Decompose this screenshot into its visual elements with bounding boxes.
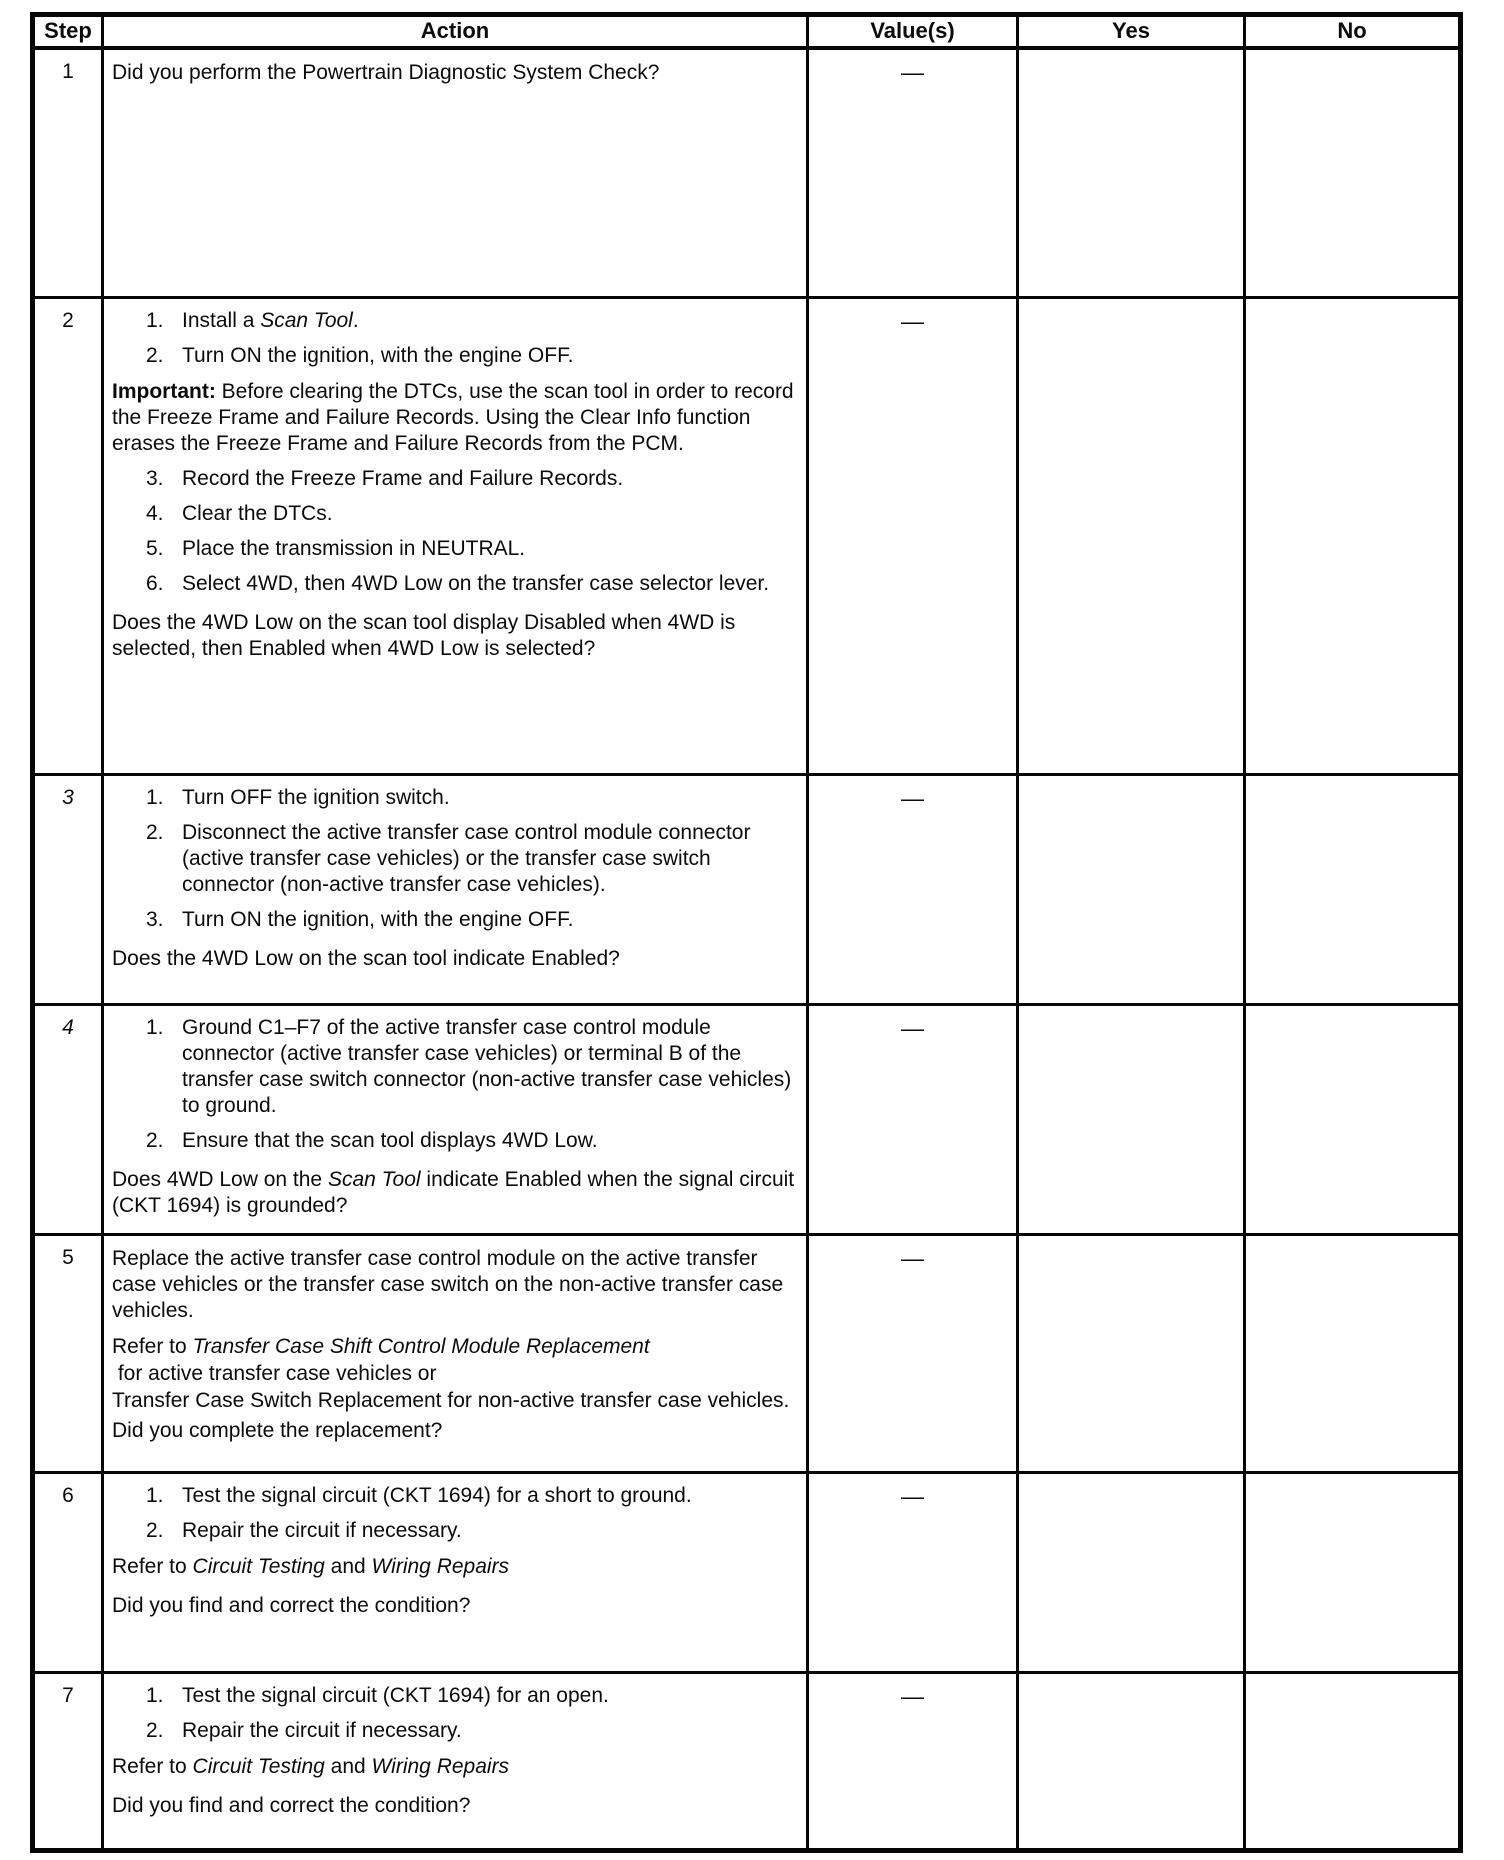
column-header-action: Action [103,15,808,48]
step-cell [33,1673,103,1851]
action-question [112,1793,798,1819]
diagnostic-table [30,12,1463,1853]
step-cell-content [35,299,101,342]
column-header-yes: Yes [1018,15,1245,48]
action-para [112,1754,798,1780]
column-header-no: No [1245,15,1461,48]
value-cell-content [809,50,1016,93]
step-cell-content [35,1006,101,1049]
text-segment: Refer to [112,1555,193,1578]
action-cell [103,298,808,775]
value-cell-content [809,1674,1016,1717]
action-question [112,1593,798,1619]
item-text [182,536,525,562]
step-cell-content [35,1236,101,1279]
column-header-values: Value(s) [808,15,1018,48]
text-segment: Test the signal circuit (CKT 1694) for a short to ground. [182,1484,692,1507]
text-segment: Transfer Case Switch Replacement for non-active transfer case vehicles. [112,1389,790,1412]
item-text [182,907,573,933]
item-number: 3. [146,467,164,490]
action-question [112,1418,798,1444]
action-item [112,1683,798,1709]
action-item [112,1483,798,1509]
action-item [112,1718,798,1744]
table-header [33,15,1461,48]
text-segment: Did you find and correct the condition? [112,1794,471,1817]
step-cell-content [35,1674,101,1717]
value-dash: — [901,308,924,334]
value-dash: — [901,1015,924,1041]
item-number: 5. [146,537,164,560]
item-text [182,1683,609,1709]
item-number: 1. [146,1684,164,1707]
value-cell [808,1005,1018,1235]
action-cell-content [104,50,806,103]
step-cell [33,1473,103,1673]
no-cell [1245,1235,1461,1473]
step-cell [33,1235,103,1473]
text-segment: Turn ON the ignition, with the engine OFF. [182,908,574,931]
action-item [112,1015,798,1119]
value-cell [808,775,1018,1005]
item-number: 4. [146,502,164,525]
action-item [112,343,798,369]
action-cell [103,1005,808,1235]
text-segment: Does 4WD Low on the [112,1168,328,1191]
text-segment: Refer to [112,1755,193,1778]
no-cell [1245,298,1461,775]
item-number: 1. [146,786,164,809]
action-cell [103,1473,808,1673]
no-cell [1245,1673,1461,1851]
table-row [33,1473,1461,1673]
item-text [182,571,769,597]
text-segment: Scan Tool [260,309,353,332]
no-cell [1245,48,1461,298]
action-item [112,466,798,492]
table-row [33,775,1461,1005]
action-question [112,1167,798,1219]
text-segment: Install a [182,309,261,332]
action-para [112,379,798,457]
step-number: 5 [62,1246,74,1269]
item-number: 2. [146,344,164,367]
item-number: 1. [146,1016,164,1039]
text-segment: Refer to [112,1335,193,1358]
text-segment: Turn OFF the ignition switch. [182,786,450,809]
action-item [112,1128,798,1154]
text-segment: Important: [112,380,216,403]
step-cell [33,775,103,1005]
action-cell [103,48,808,298]
text-segment: Repair the circuit if necessary. [182,1719,462,1742]
no-cell [1245,1473,1461,1673]
value-dash: — [901,58,924,85]
text-segment: Repair the circuit if necessary. [182,1519,462,1542]
yes-cell [1018,48,1245,298]
item-text [182,820,798,898]
step-cell [33,48,103,298]
item-text [182,1128,598,1154]
value-dash: — [901,1683,924,1709]
action-item [112,536,798,562]
value-cell [808,1673,1018,1851]
action-item [112,571,798,597]
text-segment: Disconnect the active transfer case control module connector (active transfer case vehicles) or the transfer case switch connector (non-active transfer case vehicles). [182,821,751,896]
action-item [112,820,798,898]
item-number: 6. [146,572,164,595]
value-cell-content [809,1474,1016,1517]
action-item [112,907,798,933]
table-row [33,1673,1461,1851]
step-number: 1 [62,59,74,83]
table-row [33,1235,1461,1473]
item-number: 3. [146,908,164,931]
item-text [182,1518,462,1544]
text-segment: Clear the DTCs. [182,502,333,525]
step-number: 3 [62,786,74,809]
text-segment: Select 4WD, then 4WD Low on the transfer case selector lever. [182,572,770,595]
item-text [182,466,623,492]
value-cell-content [809,776,1016,819]
no-cell [1245,1005,1461,1235]
action-para [112,1361,798,1387]
item-number: 1. [146,309,164,332]
no-cell [1245,775,1461,1005]
column-header-step: Step [33,15,103,48]
value-cell [808,1235,1018,1473]
step-number: 4 [62,1016,74,1039]
action-cell [103,1235,808,1473]
text-segment: Circuit Testing [192,1555,325,1578]
item-text [182,1483,692,1509]
text-segment: Before clearing the DTCs, use the scan tool in order to record the Freeze Frame and Failure Records. Using the Clear Info function erases the Freeze Frame and Failure Records from the PCM. [112,380,794,455]
action-cell-content [104,1236,806,1452]
yes-cell [1018,1235,1245,1473]
action-cell [103,775,808,1005]
action-para [112,1388,798,1414]
value-cell [808,298,1018,775]
item-number: 2. [146,821,164,844]
text-segment: Did you complete the replacement? [112,1419,443,1442]
table-body [33,48,1461,1851]
action-item [112,308,798,334]
yes-cell [1018,1005,1245,1235]
text-segment: Ground C1–F7 of the active transfer case control module connector (active transfer case vehicles) or terminal B of the transfer case switch connector (non-active transfer case vehicles) to ground. [182,1016,792,1117]
value-cell-content [809,1006,1016,1049]
value-dash: — [901,785,924,811]
table-row [33,1005,1461,1235]
action-cell-content [104,1474,806,1627]
item-text [182,501,333,527]
step-cell-content [35,1474,101,1517]
text-segment: Place the transmission in NEUTRAL. [182,537,526,560]
action-cell [103,1673,808,1851]
step-cell-content [35,776,101,819]
step-number: 2 [62,309,74,332]
yes-cell [1018,298,1245,775]
action-item [112,1518,798,1544]
step-cell-content [35,50,101,93]
text-segment: Transfer Case Shift Control Module Replacement [192,1335,650,1358]
item-number: 1. [146,1484,164,1507]
action-para [112,60,798,86]
item-number: 2. [146,1519,164,1542]
value-cell-content [809,299,1016,342]
text-segment: Replace the active transfer case control module on the active transfer case vehicles or the transfer case switch on the non-active transfer case vehicles. [112,1247,784,1322]
item-text [182,343,573,369]
action-para [112,1246,798,1324]
text-segment: Did you find and correct the condition? [112,1594,471,1617]
value-dash: — [901,1245,924,1271]
header-row [33,15,1461,48]
table-row [33,298,1461,775]
text-segment: Turn ON the ignition, with the engine OFF. [182,344,574,367]
text-segment: Scan Tool [327,1168,421,1191]
text-segment: Wiring Repairs [371,1555,510,1578]
action-item [112,501,798,527]
text-segment: Test the signal circuit (CKT 1694) for an open. [182,1684,609,1707]
table-row [33,48,1461,298]
step-cell [33,1005,103,1235]
step-number: 7 [62,1684,74,1707]
text-segment: Circuit Testing [192,1755,325,1778]
text-segment: indicate Enabled when the signal circuit (CKT 1694) is grounded? [112,1168,795,1217]
action-item [112,785,798,811]
action-cell-content [104,1006,806,1227]
value-dash: — [901,1483,924,1509]
action-cell-content [104,1674,806,1827]
text-segment: and [324,1755,372,1778]
yes-cell [1018,1473,1245,1673]
step-number: 6 [62,1484,74,1507]
action-question [112,946,798,972]
text-segment: Does the 4WD Low on the scan tool display Disabled when 4WD is selected, then Enabled when 4WD Low is selected? [112,611,736,660]
step-cell [33,298,103,775]
item-text [182,308,359,334]
item-text [182,1718,462,1744]
text-segment: Does the 4WD Low on the scan tool indicate Enabled? [112,947,620,970]
value-cell-content [809,1236,1016,1279]
text-segment: and [324,1555,372,1578]
action-para [112,1554,798,1580]
yes-cell [1018,775,1245,1005]
text-segment: Ensure that the scan tool displays 4WD Low. [182,1129,598,1152]
item-number: 2. [146,1719,164,1742]
action-cell-content [104,299,806,670]
action-question [112,610,798,662]
text-segment: Record the Freeze Frame and Failure Records. [182,467,624,490]
value-cell [808,48,1018,298]
text-segment: . [352,309,359,332]
item-number: 2. [146,1129,164,1152]
text-segment: Wiring Repairs [371,1755,510,1778]
item-text [182,785,450,811]
value-cell [808,1473,1018,1673]
action-para [112,1334,798,1360]
text-segment: Did you perform the Powertrain Diagnostic System Check? [112,60,660,84]
item-text [182,1015,798,1119]
text-segment: for active transfer case vehicles or [112,1362,437,1385]
action-cell-content [104,776,806,980]
yes-cell [1018,1673,1245,1851]
